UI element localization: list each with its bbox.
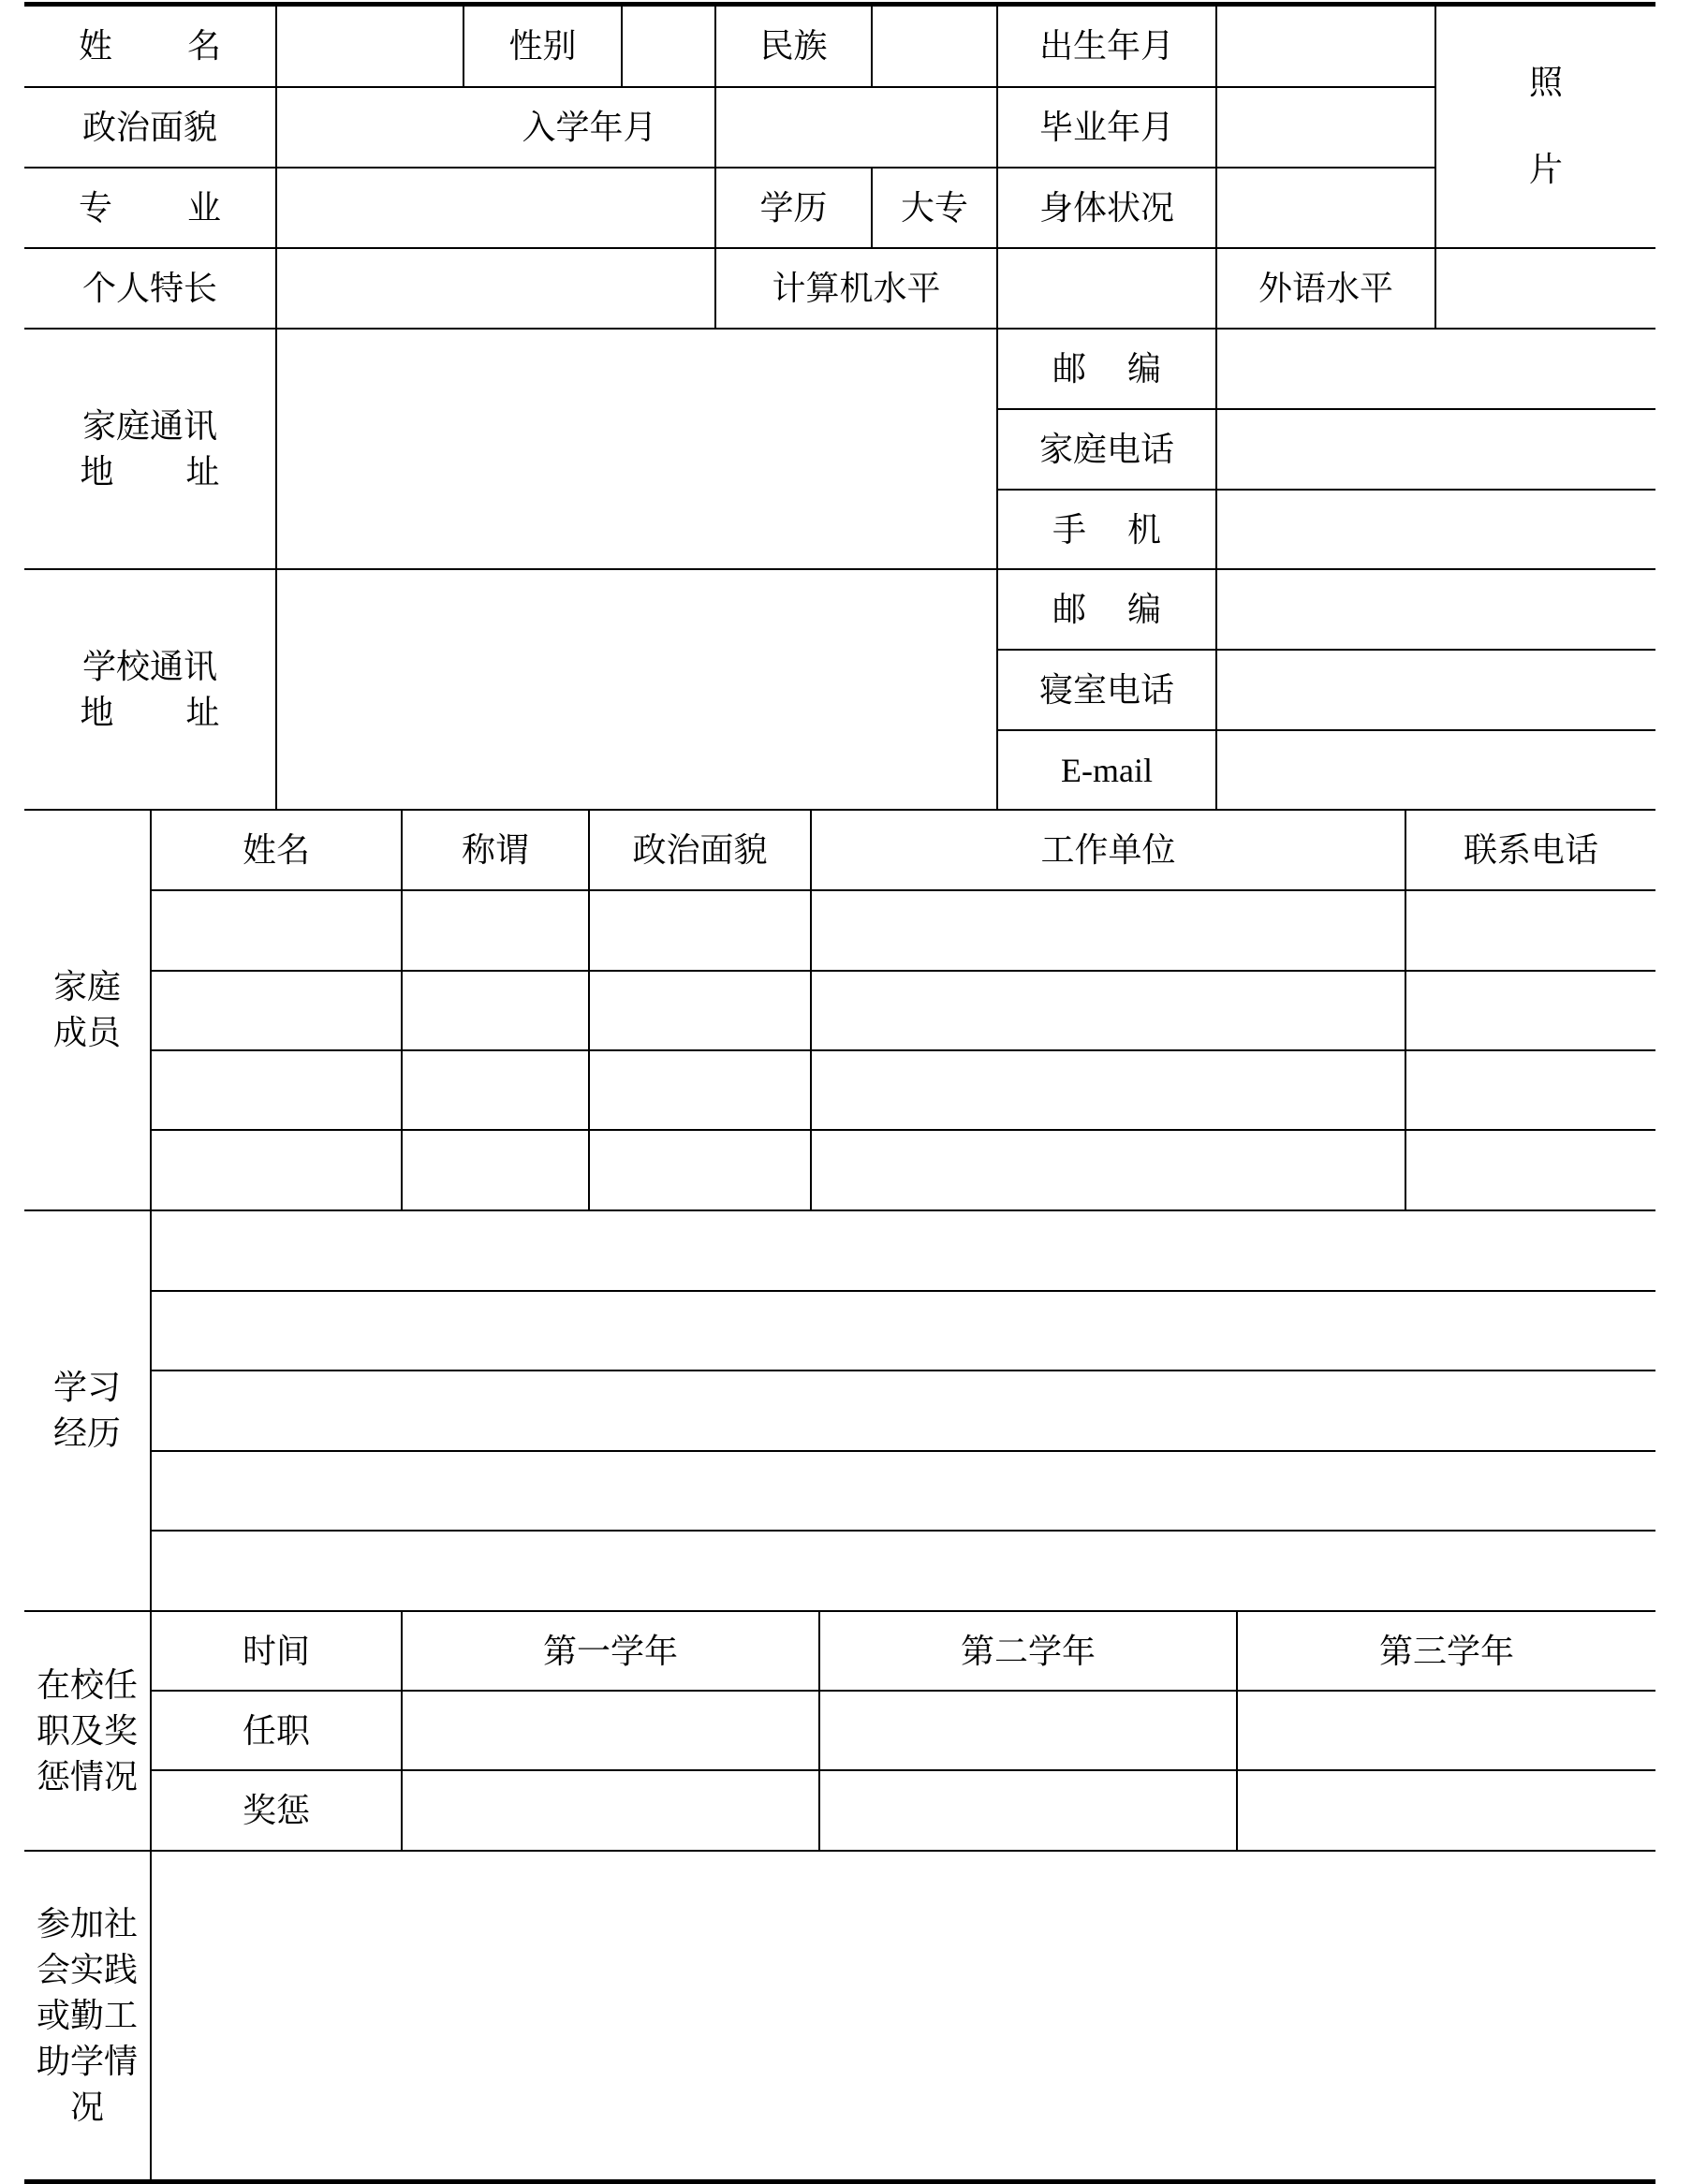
family-header-relation: 称谓 xyxy=(461,831,529,869)
family-politics-field[interactable] xyxy=(590,891,810,970)
education-label: 学历 xyxy=(759,189,828,227)
family-relation-field[interactable] xyxy=(403,1131,588,1209)
home-address-label: 家庭通讯 地 址 xyxy=(80,406,220,491)
gender-field[interactable] xyxy=(623,6,714,86)
ethnicity-field[interactable] xyxy=(873,6,996,86)
year-2-header: 第二学年 xyxy=(960,1632,1096,1670)
politics-field[interactable] xyxy=(277,88,463,167)
family-name-field[interactable] xyxy=(152,891,401,970)
positions-row-label: 任职 xyxy=(242,1711,310,1750)
dorm-phone-field[interactable] xyxy=(1217,651,1655,729)
year-1-header: 第一学年 xyxy=(542,1632,678,1670)
study-history-row[interactable] xyxy=(152,1371,1655,1450)
family-employer-field[interactable] xyxy=(812,1051,1405,1130)
year-1-position-field[interactable] xyxy=(403,1692,818,1769)
family-phone-field[interactable] xyxy=(1406,891,1655,970)
practice-field[interactable] xyxy=(152,1852,1655,2179)
year-2-awards-field[interactable] xyxy=(820,1771,1236,1850)
study-section-label: 学习 经历 xyxy=(52,1369,121,1452)
year-2-position-field[interactable] xyxy=(820,1692,1236,1769)
birth-date-field[interactable] xyxy=(1217,6,1435,86)
family-employer-field[interactable] xyxy=(812,972,1405,1050)
study-history-row[interactable] xyxy=(152,1532,1655,1610)
study-history-row[interactable] xyxy=(152,1292,1655,1370)
education-value: 大专 xyxy=(900,189,968,227)
year-1-awards-field[interactable] xyxy=(403,1771,818,1850)
school-address-field[interactable] xyxy=(277,570,995,809)
family-politics-field[interactable] xyxy=(590,1131,810,1209)
graduate-date-field[interactable] xyxy=(1217,88,1435,167)
enroll-date-label: 入学年月 xyxy=(522,109,657,146)
ethnicity-label: 民族 xyxy=(759,27,828,65)
family-header-name: 姓名 xyxy=(242,831,310,869)
family-employer-field[interactable] xyxy=(812,891,1405,970)
family-employer-field[interactable] xyxy=(812,1131,1405,1209)
study-history-row[interactable] xyxy=(152,1211,1655,1290)
name-label: 姓 名 xyxy=(79,27,221,65)
mobile-field[interactable] xyxy=(1217,491,1655,568)
family-phone-field[interactable] xyxy=(1406,972,1655,1050)
practice-section-label: 参加社 会实践 或勤工 助学情 况 xyxy=(36,1904,138,2126)
family-politics-field[interactable] xyxy=(590,1051,810,1130)
home-phone-label: 家庭电话 xyxy=(1038,431,1174,468)
computer-level-field[interactable] xyxy=(998,249,1215,328)
positions-header-time: 时间 xyxy=(242,1632,310,1670)
school-zip-field[interactable] xyxy=(1217,570,1655,649)
family-politics-field[interactable] xyxy=(590,972,810,1050)
mobile-label: 手 机 xyxy=(1052,510,1161,549)
home-zip-field[interactable] xyxy=(1217,330,1655,408)
home-zip-label: 邮 编 xyxy=(1052,350,1161,388)
graduate-date-label: 毕业年月 xyxy=(1038,109,1174,146)
grid-line xyxy=(24,2179,1655,2184)
language-level-field[interactable] xyxy=(1436,249,1655,328)
school-zip-label: 邮 编 xyxy=(1052,591,1161,628)
email-field[interactable] xyxy=(1217,731,1655,809)
year-3-awards-field[interactable] xyxy=(1238,1771,1655,1850)
health-label: 身体状况 xyxy=(1038,189,1174,227)
family-header-phone: 联系电话 xyxy=(1463,831,1598,869)
family-section-label: 家庭 成员 xyxy=(52,968,121,1051)
dorm-phone-label: 寝室电话 xyxy=(1038,671,1174,709)
specialty-field[interactable] xyxy=(277,249,714,328)
school-address-label: 学校通讯 地 址 xyxy=(80,647,220,731)
major-label: 专 业 xyxy=(79,189,221,227)
family-header-employer: 工作单位 xyxy=(1040,831,1176,869)
study-history-row[interactable] xyxy=(152,1452,1655,1531)
family-phone-field[interactable] xyxy=(1406,1051,1655,1130)
year-3-position-field[interactable] xyxy=(1238,1692,1655,1769)
positions-section-label: 在校任 职及奖 惩情况 xyxy=(36,1665,138,1796)
birth-date-label: 出生年月 xyxy=(1038,27,1174,65)
home-address-field[interactable] xyxy=(277,330,995,568)
major-field[interactable] xyxy=(277,169,714,247)
specialty-label: 个人特长 xyxy=(81,270,217,307)
family-header-politics: 政治面貌 xyxy=(632,831,768,869)
family-name-field[interactable] xyxy=(152,1131,401,1209)
gender-label: 性别 xyxy=(508,27,577,65)
computer-level-label: 计算机水平 xyxy=(772,270,941,307)
name-field[interactable] xyxy=(277,6,463,86)
family-name-field[interactable] xyxy=(152,972,401,1050)
awards-row-label: 奖惩 xyxy=(242,1792,310,1829)
family-relation-field[interactable] xyxy=(403,972,588,1050)
home-phone-field[interactable] xyxy=(1217,410,1655,489)
family-relation-field[interactable] xyxy=(403,1051,588,1130)
politics-label: 政治面貌 xyxy=(81,109,217,146)
family-relation-field[interactable] xyxy=(403,891,588,970)
family-name-field[interactable] xyxy=(152,1051,401,1130)
family-phone-field[interactable] xyxy=(1406,1131,1655,1209)
photo-box: 照 片 xyxy=(1528,64,1563,188)
enroll-date-field[interactable] xyxy=(716,88,996,167)
health-field[interactable] xyxy=(1217,169,1435,247)
email-label: E-mail xyxy=(1061,751,1153,789)
year-3-header: 第三学年 xyxy=(1378,1632,1514,1670)
language-level-label: 外语水平 xyxy=(1258,270,1393,307)
